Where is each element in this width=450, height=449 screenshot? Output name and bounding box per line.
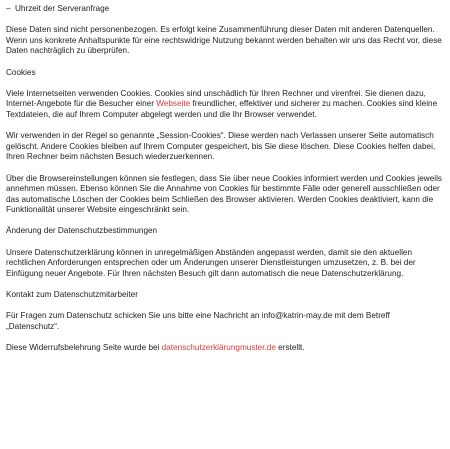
list-item-text: Uhrzeit der Serveranfrage [15, 4, 110, 13]
cookies-intro-text-b: freundlicher, effektiver und sicherer zu machen. Cookies sind kleine Textdateien, die auf Ihrem Computer abgelegt werden und die Ihr Browser verwendet. [6, 99, 438, 119]
paragraph-cookies-intro [6, 89, 444, 121]
dash-bullet: – [6, 4, 11, 13]
cookies-intro-text-a: Viele Internetseiten verwenden Cookies. Cookies sind unschädlich für Ihren Rechner und virenfrei. Sie dienen dazu, Internet-Angebote für die Besucher einer [6, 88, 426, 109]
paragraph-browser-settings: Über die Browsereinstellungen können sie festlegen, dass Sie über neue Cookies informiert werden und Cookies jeweils annehmen müssen. Ebenso können Sie die Annahme von Cookies für bestimmte Fälle oder generell ausschließen oder das automatische Löschen der Cookies beim Schließen des Browser aktivieren. Werden Cookies deaktiviert, kann die Funktionalität unserer Website eingeschränkt sein. [6, 173, 443, 215]
paragraph-policy-changes: Unsere Datenschutzerklärung können in unregelmäßigen Abständen angepasst werden, damit sie den aktuellen rechtlichen Anforderungen entsprechen oder um Änderungen unserer Dienstleistungen umzusetzen, z. B. bei der Einfügung neuer Angebote. Für Ihren nächsten Besuch gilt dann automatisch die neue Datenschutzerklärung. [6, 247, 416, 278]
paragraph-session-cookies: Wir verwenden in der Regel so genannte „Session-Cookies“. Diese werden nach Verlassen unserer Seite automatisch gelöscht. Andere Cookies bleiben auf Ihrem Computer gespeichert, bis Sie diese löschen. Diese Cookies helfen dabei, Ihren Rechner beim nächsten Besuch wiederzuerkennen. [6, 131, 436, 162]
footer-text-a: Diese Widerrufsbelehrung Seite wurde bei [6, 343, 162, 352]
heading-policy-changes: Änderung der Datenschutzbestimmungen [6, 226, 158, 236]
paragraph-data-note: Diese Daten sind nicht personenbezogen. Es erfolgt keine Zusammenführung dieser Daten mit anderen Datenquellen. Wenn uns konkrete Anhaltspunkte für eine rechtswidrige Nutzung bekannt werden behalten wir uns das Recht vor, diese Daten nachträglich zu überprüfen. [6, 25, 442, 56]
generator-link[interactable]: datenschutzerklärungmuster.de [161, 343, 276, 352]
footer-text-b: erstellt. [275, 343, 305, 352]
webseite-link[interactable]: Webseite [156, 99, 191, 109]
footer-credit [6, 343, 444, 354]
heading-cookies: Cookies [6, 67, 36, 77]
heading-contact: Kontakt zum Datenschutzmitarbeiter [6, 290, 138, 300]
paragraph-contact: Für Fragen zum Datenschutz schicken Sie uns bitte eine Nachricht an info@katrin-may.de mit dem Betreff „Datenschutz“. [6, 311, 390, 331]
list-item [6, 4, 444, 15]
